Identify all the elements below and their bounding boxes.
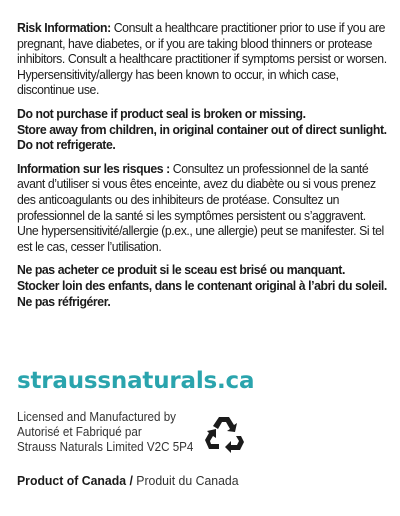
seal-warning-en: Do not purchase if product seal is broken or missing. — [17, 105, 306, 121]
risk-information-en — [17, 20, 389, 98]
risk-heading-fr: Information sur les risques : — [17, 160, 170, 176]
warnings-en — [17, 106, 389, 153]
risk-heading-en: Risk Information: — [17, 20, 111, 35]
warnings-fr — [17, 262, 389, 309]
risk-information-fr — [17, 161, 389, 255]
origin-fr: Produit du Canada — [136, 473, 239, 488]
seal-warning-fr: Ne pas acheter ce produit si le sceau est brisé ou manquant. — [17, 262, 345, 278]
storage-warning-fr: Stocker loin des enfants, dans le contenant original à l’abri du soleil. Ne pas réfrigérer. — [17, 277, 387, 309]
manufacturer-info — [17, 410, 193, 456]
manufacturer-line-fr: Autorisé et Fabriqué par — [17, 425, 142, 440]
product-label — [17, 20, 389, 317]
manufacturer-company: Strauss Naturals Limited V2C 5P4 — [17, 440, 194, 455]
storage-warning-en: Store away from children, in original container out of direct sunlight. Do not refrigerate. — [17, 121, 387, 153]
country-of-origin — [17, 473, 239, 488]
manufacturer-line-en: Licensed and Manufactured by — [17, 410, 176, 424]
origin-separator: / — [129, 473, 133, 488]
origin-en: Product of Canada — [17, 473, 127, 488]
recycle-icon — [203, 414, 245, 454]
brand-website: straussnaturals.ca — [17, 368, 255, 394]
risk-text-en: Consult a healthcare practitioner prior to use if you are pregnant, have diabetes, or if you are taking blood thinners or protease inhibitors. Consult a healthcare practitioner if symptoms persist or worsen. Hypersensitivity/allergy has been known to occur, in which case, discontinue use. — [17, 20, 387, 98]
risk-text-fr: Consultez un professionnel de la santé avant d’utiliser si vous êtes enceinte, avez du diabète ou si vous prenez des anticoagulants ou des inhibiteurs de protéase. Consultez un professionnel de la santé si les symptômes persistent ou s’aggravent. Une hypersensitivité/allergie (p.ex., une allergie) peut se manifester. Si tel est le cas, cesser l’utilisation. — [17, 160, 384, 254]
